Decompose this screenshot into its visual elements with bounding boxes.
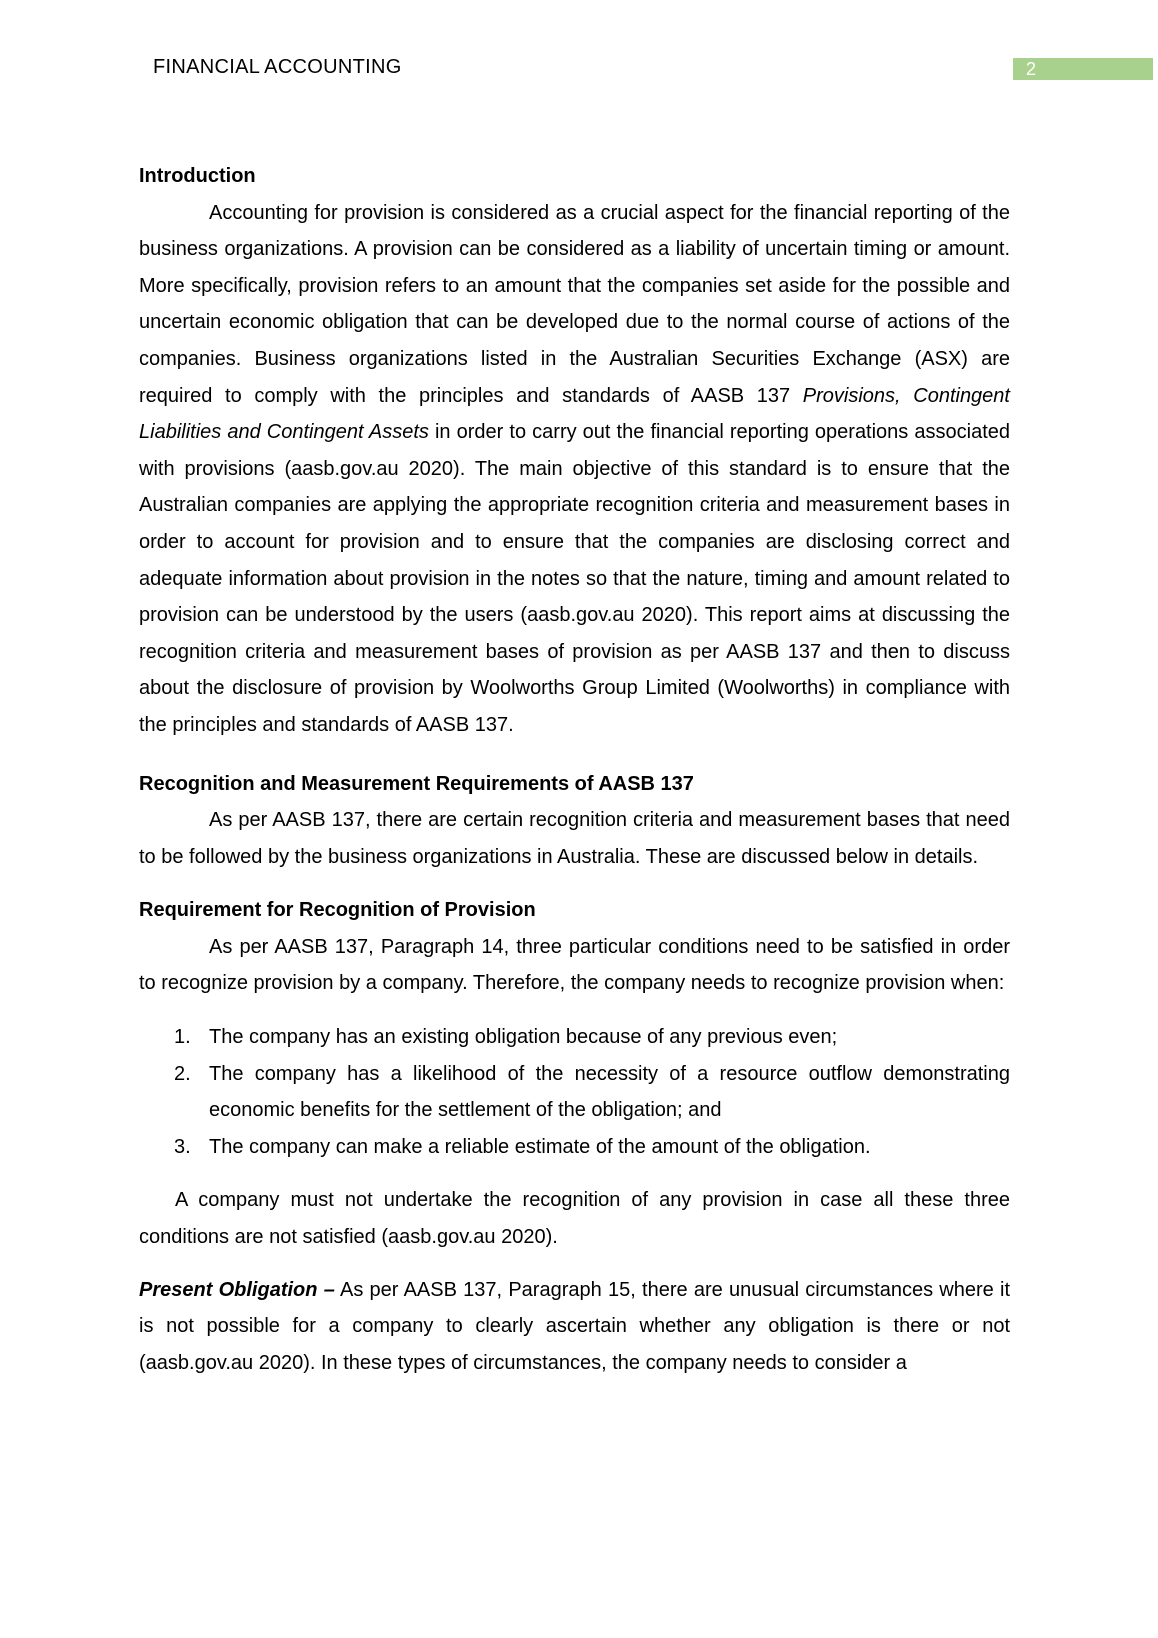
list-item-number: 2. xyxy=(174,1062,191,1085)
introduction-paragraph xyxy=(139,195,1010,744)
recognition-measurement-heading: Recognition and Measurement Requirements of AASB 137 xyxy=(139,772,694,795)
requirement-recognition-heading: Requirement for Recognition of Provision xyxy=(139,899,536,922)
present-obligation-text: As per AASB 137, Paragraph 15, there are unusual circumstances where it is not possible for a company to clearly ascertain whether any obligation is there or not (aasb.gov.au 2020). In these types of circumstances, the company needs to consider a xyxy=(139,1278,1011,1374)
introduction-text-part1: Accounting for provision is considered as a crucial aspect for the financial reporting of the business organizations. A provision can be considered as a liability of uncertain timing or amount. More specifically, provision refers to an amount that the companies set aside for the possible and uncertain economic obligation that can be developed due to the normal course of actions of the companies. Business organizations listed in the Australian Securities Exchange (ASX) are required to comply with the principles and standards of AASB 137 xyxy=(139,201,1010,407)
running-header-title: FINANCIAL ACCOUNTING xyxy=(153,56,402,78)
document-body xyxy=(139,158,1010,1381)
list-item-number: 1. xyxy=(174,1026,191,1049)
list-item-text: The company has a likelihood of the necessity of a resource outflow demonstrating economic benefits for the settlement of the obligation; and xyxy=(209,1062,1010,1122)
present-obligation-paragraph xyxy=(139,1272,1010,1382)
recognition-conditions-list xyxy=(139,1019,1010,1165)
page-number-badge: 2 xyxy=(1013,58,1153,80)
list-item-number: 3. xyxy=(174,1135,191,1158)
introduction-text-part2: in order to carry out the financial reporting operations associated with provisions (aasb.gov.au 2020). The main objective of this standard is to ensure that the Australian companies are applying the appropriate recognition criteria and measurement bases in order to account for provision and to ensure that the companies are disclosing correct and adequate information about provision in the notes so that the nature, timing and amount related to provision can be understood by the users (aasb.gov.au 2020). This report aims at discussing the recognition criteria and measurement bases of provision as per AASB 137 and then to discuss about the disclosure of provision by Woolworths Group Limited (Woolworths) in compliance with the principles and standards of AASB 137. xyxy=(139,421,1011,736)
recognition-closing-paragraph: A company must not undertake the recognition of any provision in case all these three conditions are not satisfied (aasb.gov.au 2020). xyxy=(139,1189,1010,1249)
list-item-text: The company has an existing obligation because of any previous even; xyxy=(209,1026,838,1049)
list-item xyxy=(139,1129,1010,1166)
standard-title-italic: Provisions, Contingent Liabilities and Contingent Assets xyxy=(139,384,1010,444)
introduction-heading: Introduction xyxy=(139,165,256,187)
list-item-text: The company can make a reliable estimate of the amount of the obligation. xyxy=(209,1135,871,1158)
recognition-measurement-paragraph: As per AASB 137, there are certain recognition criteria and measurement bases that need to be followed by the business organizations in Australia. These are discussed below in details. xyxy=(139,809,1010,868)
list-item xyxy=(139,1056,1010,1129)
present-obligation-label: Present Obligation – xyxy=(139,1278,335,1301)
requirement-recognition-paragraph: As per AASB 137, Paragraph 14, three particular conditions need to be satisfied in order to recognize provision by a company. Therefore, the company needs to recognize provision when: xyxy=(139,935,1010,995)
list-item xyxy=(139,1019,1010,1056)
